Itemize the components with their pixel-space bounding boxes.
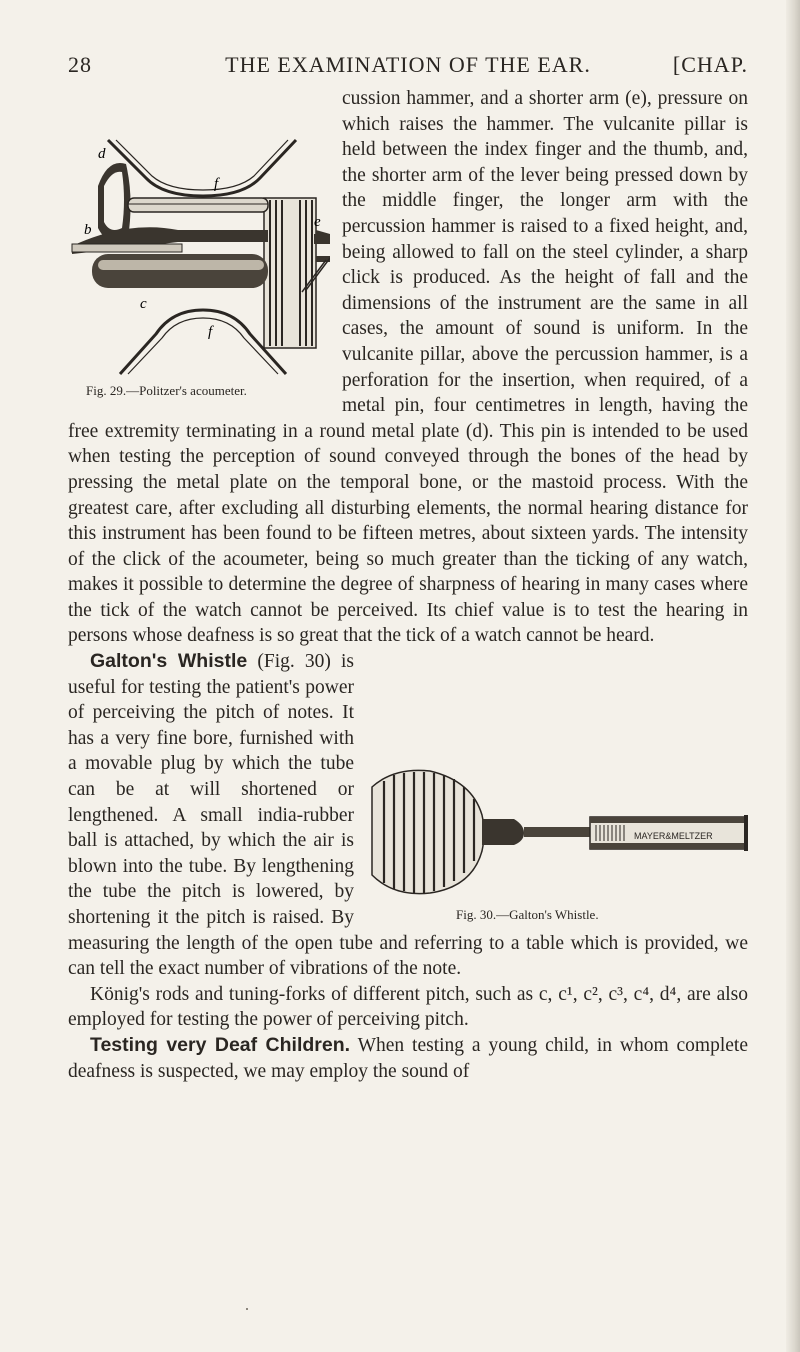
label-f-bottom: f — [208, 324, 213, 340]
label-f-top: f — [214, 176, 219, 192]
maker-mark: MAYER&MELTZER — [634, 831, 713, 842]
running-title: THE EXAMINATION OF THE EAR. — [225, 52, 591, 77]
paragraph-acoumeter: cussion hammer, and a shorter arm (e), pressure on which raises the hammer. The vulcanite pillar is held between the index finger and the thumb, and, the shorter arm of the lever being pressed down by the middle finger, the longer arm with the percussion hammer is raised to a fixed height, and, being allowed to fall on the steel cylinder, a sharp click is produced. As the height of fall and the dimensions of the instrument are the same in all cases, the amount of sound is uniform. In the vulcanite pillar, above the percussion hammer, is a perforation for the insertion, when required, of a metal pin, four centimetres in length, having the free extremity terminating in a round metal plate (d). This pin is intended to be used when testing the perception of sound conveyed through the bones of the head by pressing the metal plate on the temporal bone, or the mastoid process. With the greatest care, after excluding all disturbing elements, the normal hearing distance for this instrument has been found to be fifteen metres, about sixteen yards. The intensity of the click of the acoumeter, being so much greater than the ticking of any watch, makes it possible to determine the degree of sharpness of hearing in many cases where the tick of the watch cannot be perceived. Its chief value is to test the hearing in persons whose deafness is so great that the tick of a watch cannot be heard. — [68, 88, 748, 647]
figure-30 — [364, 767, 748, 923]
galton-heading: Galton's Whistle — [90, 650, 248, 673]
label-c: c — [140, 296, 147, 312]
acoumeter-illustration — [68, 138, 330, 378]
page-edge — [786, 0, 800, 1352]
galton-text: (Fig. 30) is useful for testing the patient's power of perceiving the pitch of notes. It has a very fine bore, furnished with a movable plug by which the tube can be at will shortened or lengthened. A small india-rubber ball is attached, by which the air is blown into the tube. By lengthening the tube the pitch is lowered, by shortening it the pitch is raised. By measuring the length of the open tube and referring to a table which is provided, we can tell the exact number of vibrations of the note. — [68, 651, 748, 980]
label-e: e — [314, 214, 321, 230]
testing-text: When testing a young child, in whom complete deafness is suspected, we may employ the sound of — [68, 1034, 748, 1082]
running-head — [68, 52, 748, 86]
paragraph-konig: König's rods and tuning-forks of different pitch, such as c, c¹, c², c³, c⁴, d⁴, are also employed for testing the power of perceiving pitch. — [68, 983, 748, 1031]
figure-29-caption: Fig. 29.—Politzer's acoumeter. — [86, 383, 247, 398]
chapter-marker: [CHAP. — [672, 52, 748, 77]
label-b: b — [84, 222, 92, 238]
body-text — [68, 86, 748, 1084]
label-d: d — [98, 146, 106, 162]
print-speck — [246, 1308, 248, 1310]
testing-heading: Testing very Deaf Children. — [90, 1033, 351, 1056]
figure-29 — [68, 138, 330, 400]
paragraph-testing — [68, 1033, 748, 1084]
page-number: 28 — [68, 52, 92, 77]
galton-whistle-illustration — [364, 767, 748, 899]
figure-30-caption: Fig. 30.—Galton's Whistle. — [456, 907, 599, 923]
